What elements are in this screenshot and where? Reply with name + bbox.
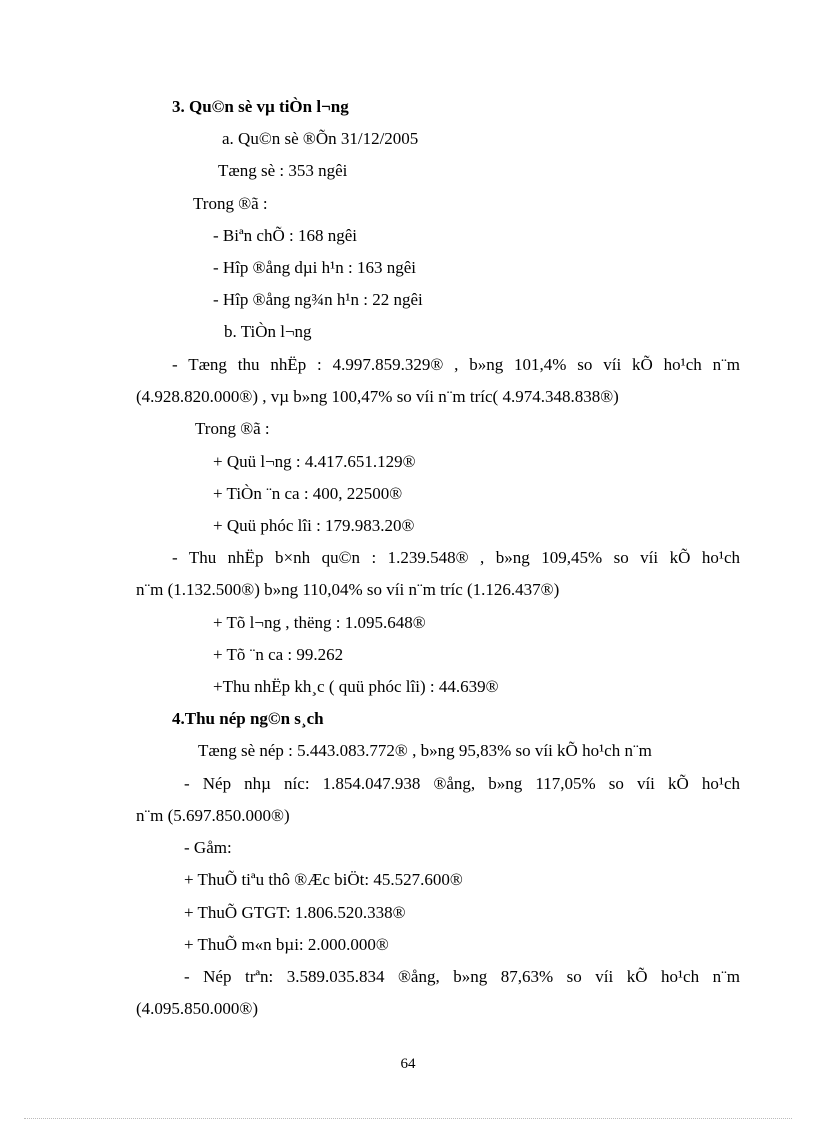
avg-income-line-2: n¨m (1.132.500®) b»ng 110,04% so víi n¨m tríc (1.126.437®)	[136, 580, 560, 599]
page-bottom-divider	[24, 1118, 792, 1119]
section-heading-3: 3. Qu©n sè vµ tiÒn l¬ng	[172, 97, 349, 116]
license-tax: + ThuÕ m«n bµi: 2.000.000®	[184, 935, 389, 954]
from-meal: + Tõ ¨n ca : 99.262	[213, 645, 344, 664]
avg-income-line-1: - Thu nhËp b×nh qu©n : 1.239.548® , b»ng 109,45% so víi kÕ ho¹ch	[172, 548, 740, 567]
short-term-contract: - Hîp ®ång ng¾n h¹n : 22 ngêi	[213, 290, 423, 309]
from-salary-bonus: + Tõ l¬ng , thëng : 1.095.648®	[213, 613, 426, 632]
welfare-fund: + Quü phóc lîi : 179.983.20®	[213, 516, 415, 535]
page-number: 64	[400, 1056, 416, 1072]
total-income-line-1: - Tæng thu nhËp : 4.997.859.329® , b»ng 101,4% so víi kÕ ho¹ch n¨m	[172, 355, 740, 374]
state-payment-line-1: - Nép nhµ níc: 1.854.047.938 ®ång, b»ng 117,05% so víi kÕ ho¹ch	[184, 774, 740, 793]
subheading-a: a. Qu©n sè ®Õn 31/12/2005	[222, 129, 419, 148]
includes-label: - Gåm:	[184, 838, 232, 857]
permanent-staff: - Biªn chÕ : 168 ngêi	[213, 226, 357, 245]
total-paid: Tæng sè nép : 5.443.083.772® , b»ng 95,83% so víi kÕ ho¹ch n¨m	[198, 741, 652, 760]
meal-allowance: + TiÒn ¨n ca : 400, 22500®	[213, 484, 403, 503]
subheading-b: b. TiÒn l¬ng	[224, 322, 312, 341]
of-which-label-2: Trong ®ã :	[195, 419, 270, 438]
vat-tax: + ThuÕ GTGT: 1.806.520.338®	[184, 903, 406, 922]
of-which-label: Trong ®ã :	[193, 194, 268, 213]
other-income: +Thu nhËp kh¸c ( quü phóc lîi) : 44.639®	[213, 677, 499, 696]
upper-payment-line-2: (4.095.850.000®)	[136, 999, 258, 1018]
long-term-contract: - Hîp ®ång dµi h¹n : 163 ngêi	[213, 258, 416, 277]
upper-payment-line-1: - Nép trªn: 3.589.035.834 ®ång, b»ng 87,63% so víi kÕ ho¹ch n¨m	[184, 967, 740, 986]
section-heading-4: 4.Thu nép ng©n s¸ch	[172, 709, 324, 728]
salary-fund: + Quü l¬ng : 4.417.651.129®	[213, 452, 416, 471]
special-consumption-tax: + ThuÕ tiªu thô ®Æc biÖt: 45.527.600®	[184, 870, 463, 889]
total-income-line-2: (4.928.820.000®) , vµ b»ng 100,47% so víi n¨m tríc( 4.974.348.838®)	[136, 387, 619, 406]
total-headcount: Tæng sè : 353 ngêi	[218, 161, 348, 180]
state-payment-line-2: n¨m (5.697.850.000®)	[136, 806, 290, 825]
